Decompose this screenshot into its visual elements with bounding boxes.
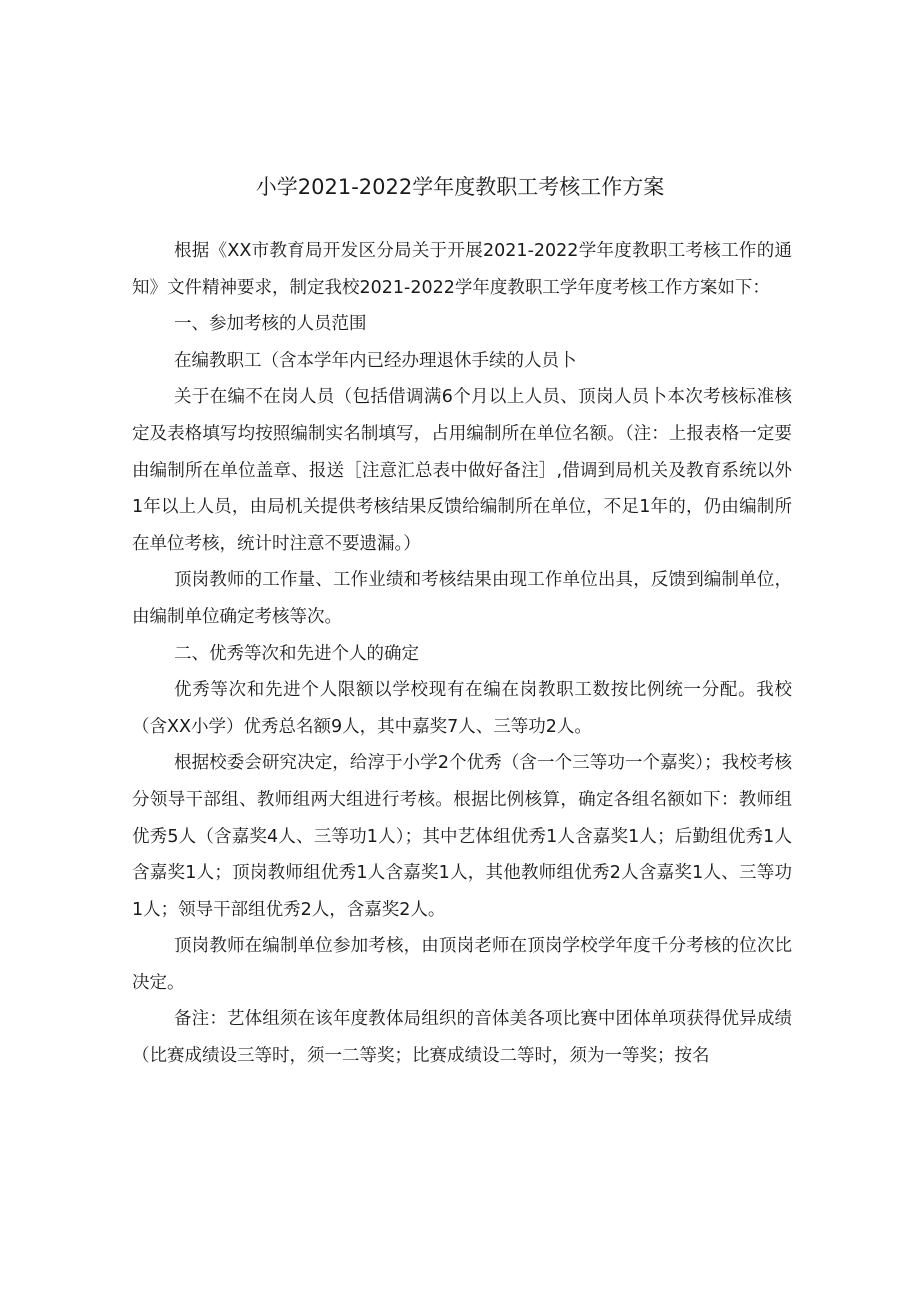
paragraph-substitute-teachers: 顶岗教师的工作量、工作业绩和考核结果由现工作单位出具，反馈到编制单位，由编制单位确定考核等次。 [132, 570, 792, 627]
document-body [132, 233, 792, 1075]
section-heading-excellent: 二、优秀等次和先进个人的确定 [174, 643, 419, 664]
paragraph-remarks: 备注：艺体组须在该年度教体局组织的音体美各项比赛中团体单项获得优异成绩（比赛成绩设三等时，须一二等奖；比赛成绩设二等时，须为一等奖；按名 [132, 1009, 792, 1067]
paragraph-substitute-assessment: 顶岗教师在编制单位参加考核，由顶岗老师在顶岗学校学年度千分考核的位次比决定。 [132, 936, 792, 993]
paragraph-not-in-post: 关于在编不在岗人员（包括借调满6个月以上人员、顶岗人员卜本次考核标准核定及表格填写均按照编制实名制填写，占用编制所在单位名额。（注：上报表格一定要由编制所在单位盖章、报送［注意汇总表中做好备注］,借调到局机关及教育系统以外1年以上人员，由局机关提供考核结果反馈给编制所在单位，不足1年的，仍由编制所在单位考核，统计时注意不要遗漏。） [132, 387, 792, 554]
section-heading-scope: 一、参加考核的人员范围 [174, 314, 367, 335]
paragraph-group-allocation: 根据校委会研究决定，给淳于小学2个优秀（含一个三等功一个嘉奖）；我校考核分领导干部组、教师组两大组进行考核。根据比例核算，确定各组名额如下：教师组优秀5人（含嘉奖4人、三等功1人）；其中艺体组优秀1人含嘉奖1人；后勤组优秀1人含嘉奖1人；顶岗教师组优秀1人含嘉奖1人，其他教师组优秀2人含嘉奖1人、三等功1人；领导干部组优秀2人，含嘉奖2人。 [132, 753, 792, 920]
paragraph-intro: 根据《XX市教育局开发区分局关于开展2021-2022学年度教职工考核工作的通知》文件精神要求，制定我校2021-2022学年度教职工学年度考核工作方案如下： [132, 241, 792, 298]
paragraph-quota: 优秀等次和先进个人限额以学校现有在编在岗教职工数按比例统一分配。我校（含XX小学）优秀总名额9人，其中嘉奖7人、三等功2人。 [132, 680, 792, 737]
document-title: 小学2021-2022学年度教职工考核工作方案 [255, 175, 665, 199]
paragraph-staff-in-post: 在编教职工（含本学年内已经办理退休手续的人员卜 [174, 350, 577, 371]
